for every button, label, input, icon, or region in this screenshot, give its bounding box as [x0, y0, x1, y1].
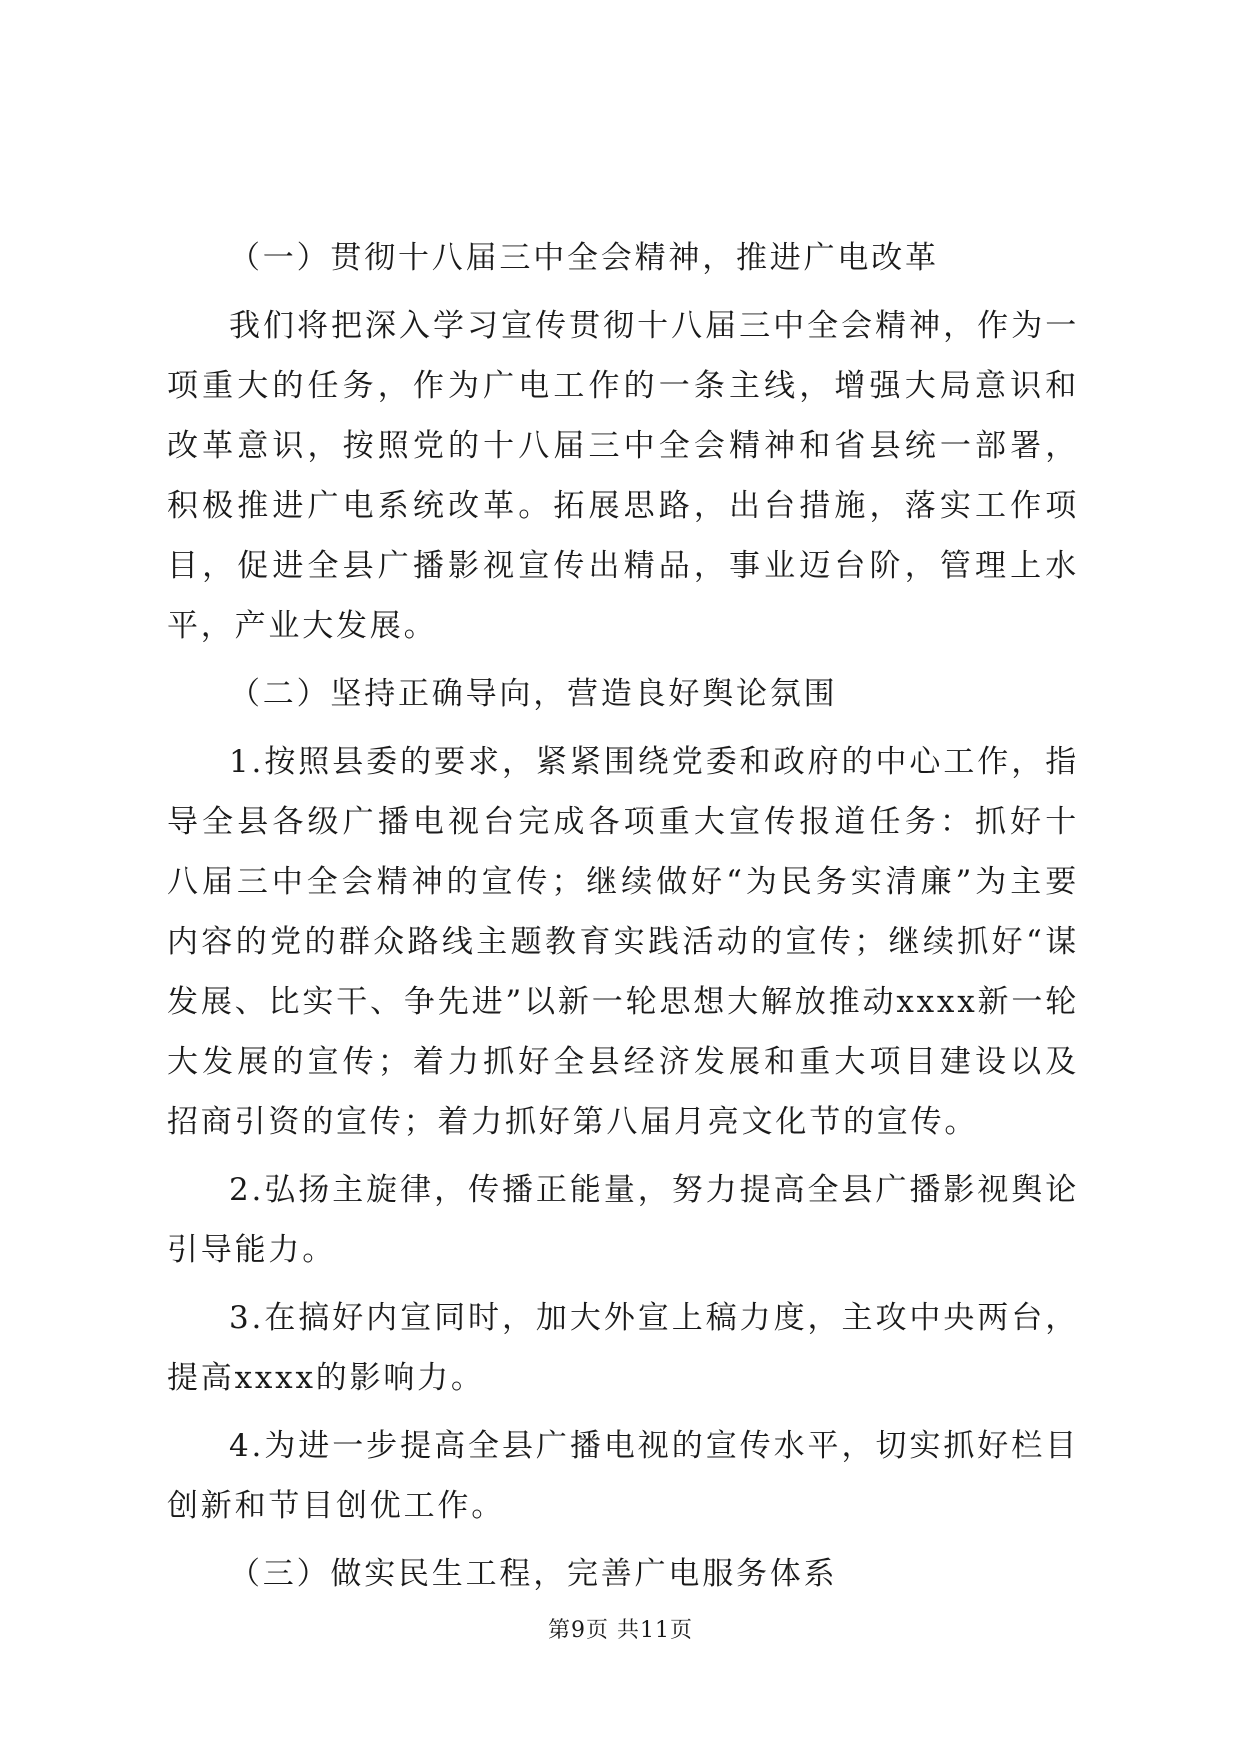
section-2-item-4: 4.为进一步提高全县广播电视的宣传水平，切实抓好栏目创新和节目创优工作。 [167, 1428, 1079, 1524]
section-2-item-3: 3.在搞好内宣同时，加大外宣上稿力度，主攻中央两台，提高xxxx的影响力。 [167, 1300, 1079, 1396]
section-2-item-2: 2.弘扬主旋律，传播正能量，努力提高全县广播影视舆论引导能力。 [167, 1172, 1079, 1268]
document-body [167, 228, 1079, 1604]
section-heading-1: （一）贯彻十八届三中全会精神，推进广电改革 [229, 240, 939, 276]
page-number-footer: 第9页 共11页 [548, 1618, 693, 1643]
section-heading-3: （三）做实民生工程，完善广电服务体系 [229, 1556, 838, 1592]
section-1-paragraph: 我们将把深入学习宣传贯彻十八届三中全会精神，作为一项重大的任务，作为广电工作的一条主线，增强大局意识和改革意识，按照党的十八届三中全会精神和省县统一部署，积极推进广电系统改革。拓展思路，出台措施，落实工作项目，促进全县广播影视宣传出精品，事业迈台阶，管理上水平，产业大发展。 [167, 308, 1079, 644]
section-heading-2: （二）坚持正确导向，营造良好舆论氛围 [229, 676, 838, 712]
section-2-item-1: 1.按照县委的要求，紧紧围绕党委和政府的中心工作，指导全县各级广播电视台完成各项重大宣传报道任务：抓好十八届三中全会精神的宣传；继续做好“为民务实清廉”为主要内容的党的群众路线主题教育实践活动的宣传；继续抓好“谋发展、比实干、争先进”以新一轮思想大解放推动xxxx新一轮大发展的宣传；着力抓好全县经济发展和重大项目建设以及招商引资的宣传；着力抓好第八届月亮文化节的宣传。 [167, 744, 1079, 1140]
